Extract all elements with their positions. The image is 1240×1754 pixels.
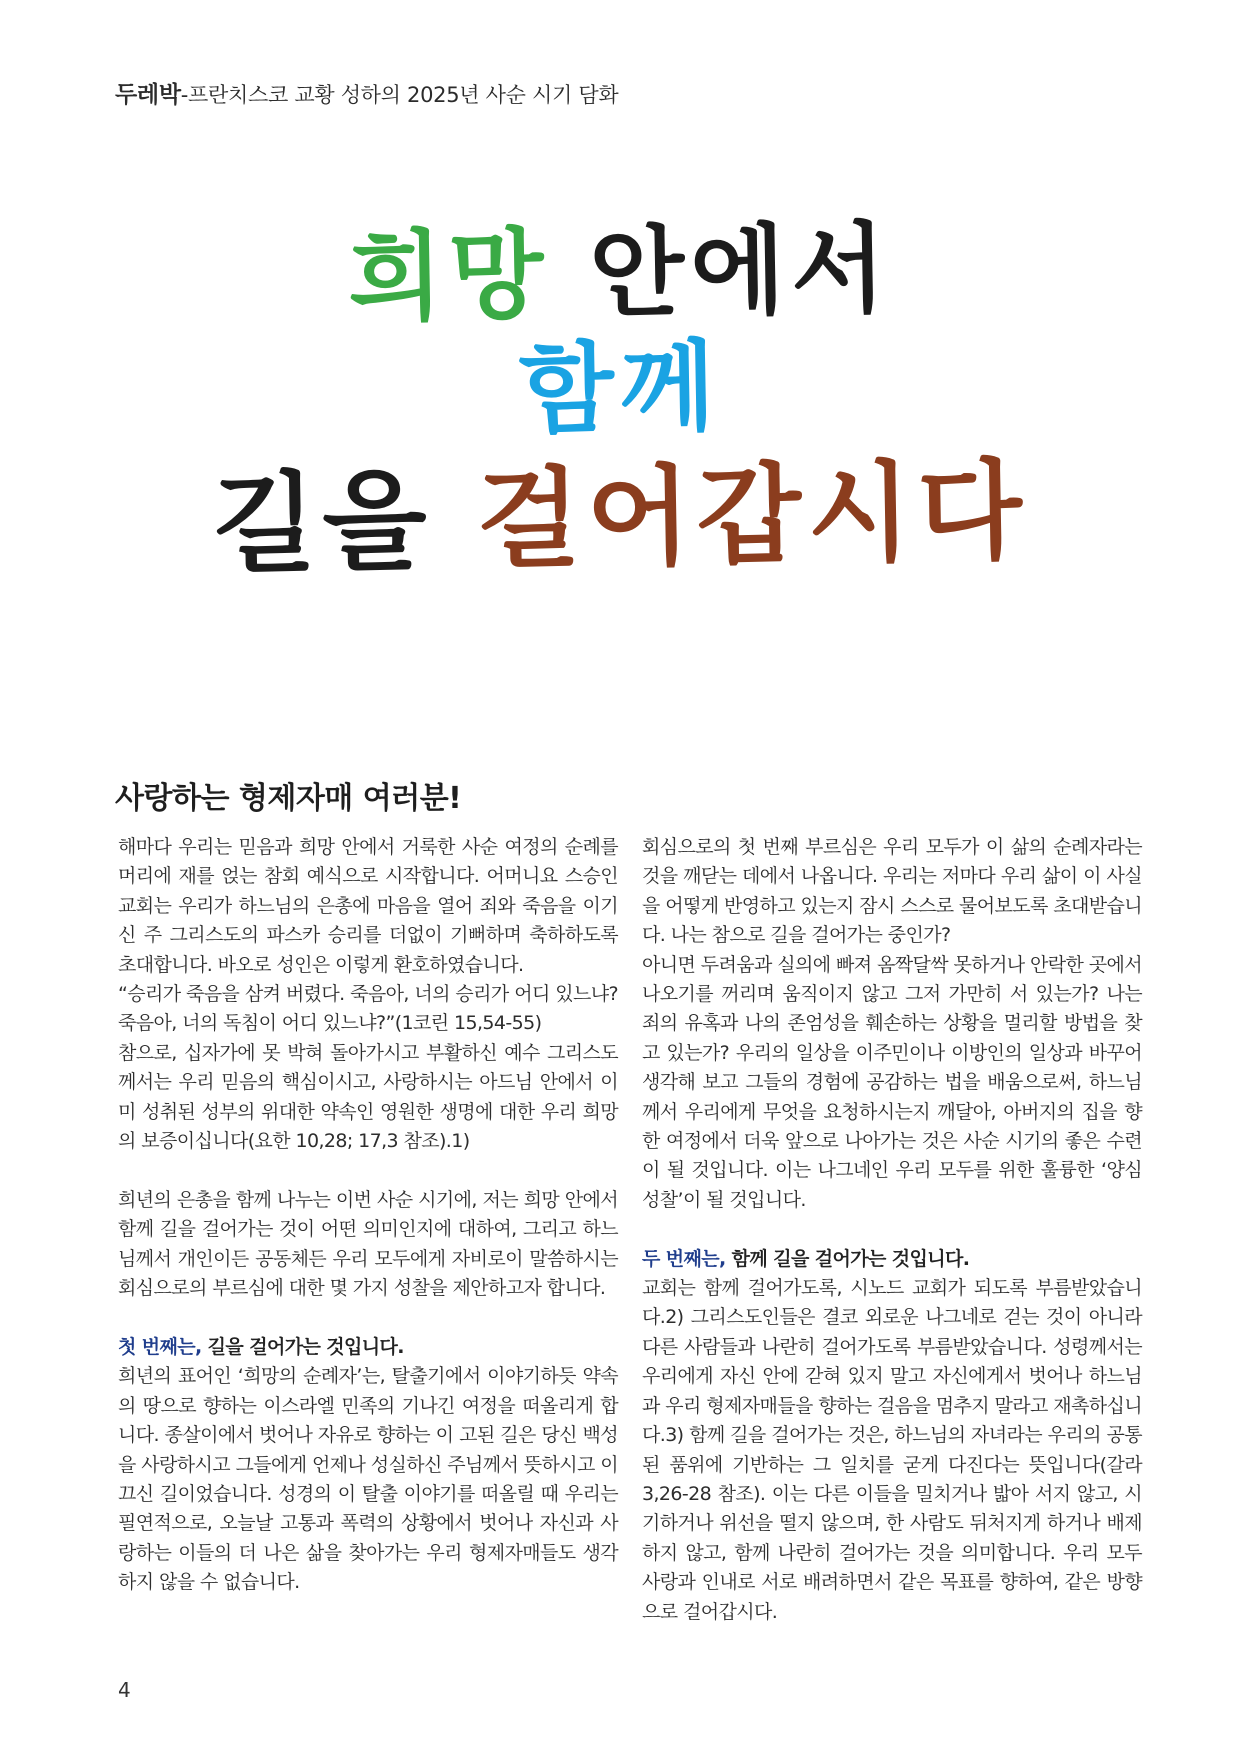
subheading-second [642,1245,1142,1274]
header-title: 프란치스코 교황 성하의 2025년 사순 시기 담화 [188,83,619,107]
paragraph: 해마다 우리는 믿음과 희망 안에서 거룩한 사순 여정의 순례를 머리에 재를 얹는 참회 예식으로 시작합니다. 어머니요 스승인 교회는 우리가 하느님의 은총에 마음을 열어 죄와 죽음을 이기신 주 그리스도의 파스카 승리를 더없이 기뻐하며 축하하도록 초대합니다. 바오로 성인은 이렇게 환호하였습니다. [118,836,618,976]
left-column [118,833,618,1598]
paragraph: 희년의 은총을 함께 나누는 이번 사순 시기에, 저는 희망 안에서 함께 길을 걸어가는 것이 어떤 의미인지에 대하여, 그리고 하느님께서 개인이든 공동체든 우리 모두에게 자비로이 말씀하시는 회심으로의 부르심에 대한 몇 가지 성찰을 제안하고자 합니다. [118,1188,618,1300]
page-number: 4 [118,1678,131,1702]
paragraph: 회심으로의 첫 번째 부르심은 우리 모두가 이 삶의 순례자라는 것을 깨닫는 데에서 나옵니다. 우리는 저마다 우리 삶이 이 사실을 어떻게 반영하고 있는지 잠시 스스로 물어보도록 초대받습니다. 나는 참으로 길을 걸어가는 중인가? [642,836,1142,947]
title-line-3 [0,448,1240,589]
paragraph: 아니면 두려움과 실의에 빠져 옴짝달싹 못하거나 안락한 곳에서 나오기를 꺼리며 움직이지 않고 그저 가만히 서 있는가? 나는 죄의 유혹과 나의 존엄성을 훼손하는 상황을 멀리할 방법을 찾고 있는가? 우리의 일상을 이주민이나 이방인의 일상과 바꾸어 생각해 보고 그들의 경험에 공감하는 법을 배움으로써, 하느님께서 우리에게 무엇을 요청하시는지 깨달아, 아버지의 집을 향한 여정에서 더욱 앞으로 나아가는 것은 사순 시기의 좋은 수련이 될 것입니다. 이는 나그네인 우리 모두를 위한 훌륭한 ‘양심 성찰’이 될 것입니다. [642,953,1142,1211]
title-word-path: 길을 [211,459,434,589]
subheading-highlight: 두 번째는, [642,1247,726,1270]
running-header [115,76,618,109]
paragraph-gap [118,1156,618,1185]
scripture-quote: “승리가 죽음을 삼켜 버렸다. 죽음아, 너의 승리가 어디 있느냐? 죽음아, 너의 독침이 어디 있느냐?”(1코린 15,54-55) [118,983,618,1035]
subheading-first [118,1333,618,1362]
title-line-1 [0,214,1240,334]
subheading-text: 함께 길을 걸어가는 것입니다. [725,1247,970,1270]
title-word-walk: 걸어갑시다 [431,448,1029,585]
subheading-highlight: 첫 번째는, [118,1335,202,1358]
publication-name: 두레박 [115,82,181,108]
title-line-2 [0,329,1240,449]
title-word-within: 안에서 [548,212,893,333]
paragraph-gap [118,1303,618,1332]
paragraph: 참으로, 십자가에 못 박혀 돌아가시고 부활하신 예수 그리스도께서는 우리 믿음의 핵심이시고, 사랑하시는 아드님 안에서 이미 성취된 성부의 위대한 약속인 영원한 생명에 대한 우리 희망의 보증이십니다(요한 10,28; 17,3 참조).1) [118,1041,618,1153]
paragraph: 교회는 함께 걸어가도록, 시노드 교회가 되도록 부름받았습니다.2) 그리스도인들은 결코 외로운 나그네로 걷는 것이 아니라 다른 사람들과 나란히 걸어가도록 부름받았습니다. 성령께서는 우리에게 자신 안에 갇혀 있지 말고 자신에게서 벗어나 하느님과 우리 형제자매들을 향하는 걸음을 멈추지 말라고 재촉하십니다.3) 함께 길을 걸어가는 것은, 하느님의 자녀라는 우리의 공통된 품위에 기반하는 그 일치를 굳게 다진다는 뜻입니다(갈라 3,26-28 참조). 이는 다른 이들을 밀치거나 밟아 서지 않고, 시기하거나 위선을 떨지 않으며, 한 사람도 뒤처지게 하거나 배제하지 않고, 함께 나란히 걸어가는 것을 의미합니다. 우리 모두 사랑과 인내로 서로 배려하면서 같은 목표를 향하여, 같은 방향으로 걸어갑시다. [642,1277,1142,1623]
title-word-together: 함께 [518,330,722,448]
title-word-hope: 희망 [347,218,551,336]
paragraph: 희년의 표어인 ‘희망의 순례자’는, 탈출기에서 이야기하듯 약속의 땅으로 향하는 이스라엘 민족의 기나긴 여정을 떠올리게 합니다. 종살이에서 벗어나 자유로 향하는 이 고된 길은 당신 백성을 사랑하시고 그들에게 언제나 성실하신 주님께서 뜻하시고 이끄신 길이었습니다. 성경의 이 탈출 이야기를 떠올릴 때 우리는 필연적으로, 오늘날 고통과 폭력의 상황에서 벗어나 자신과 사랑하는 이들의 더 나은 삶을 찾아가는 우리 형제자매들도 생각하지 않을 수 없습니다. [118,1365,618,1594]
right-column [642,833,1142,1627]
paragraph-gap [642,1215,1142,1244]
header-dash: - [180,83,189,107]
greeting-heading: 사랑하는 형제자매 여러분! [115,781,462,816]
subheading-text: 길을 걸어가는 것입니다. [201,1335,404,1358]
